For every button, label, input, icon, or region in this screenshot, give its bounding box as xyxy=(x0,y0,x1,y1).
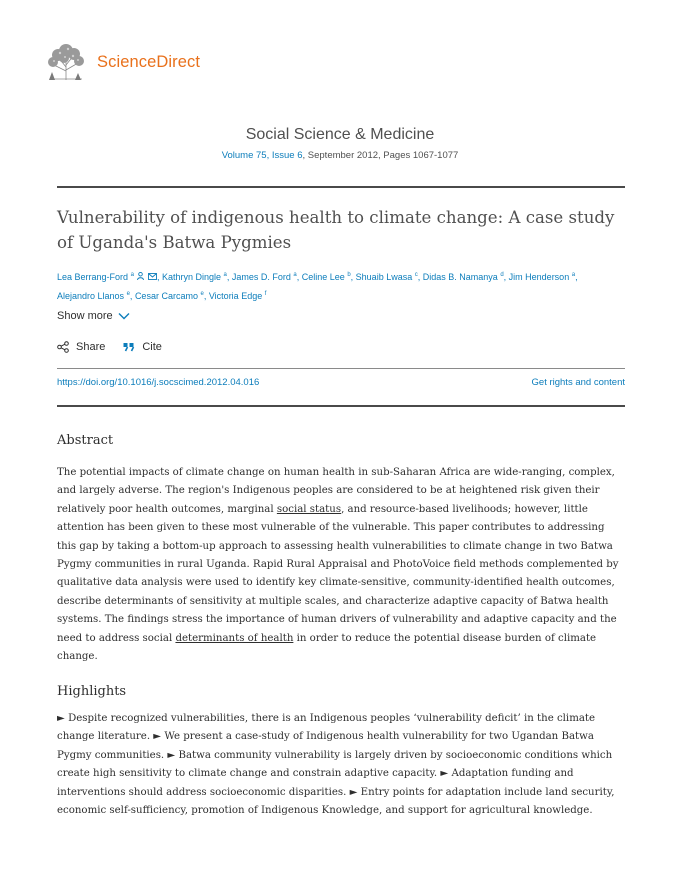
share-icon xyxy=(57,341,69,353)
rights-link[interactable]: Get rights and content xyxy=(531,377,625,388)
abstract-body: The potential impacts of climate change on human health in sub-Saharan Africa are wide-ranging, complex, and largely adverse. The region's Indigenous peoples are considered to be at heightened risk given their relatively poor health outcomes, marginal social status, and resource-based livelihoods; however, little attention has been given to these most vulnerable of the vulnerable. This paper contributes to addressing this gap by taking a bottom-up approach to assessing health vulnerabilities to climate change in two Batwa Pygmy communities in rural Uganda. Rapid Rural Appraisal and PhotoVoice field methods complemented by qualitative data analysis were used to identify key climate-sensitive, community-identified health outcomes, describe determinants of sensitivity at multiple scales, and characterize adaptive capacity of Batwa health systems. The findings stress the importance of human drivers of vulnerability and adaptive capacity and the need to address social determinants of health in order to reduce the potential disease burden of climate change. xyxy=(57,467,619,663)
sciencedirect-logo[interactable] xyxy=(44,43,200,81)
doi-link[interactable]: https://doi.org/10.1016/j.socscimed.2012.04.016 xyxy=(57,377,260,388)
brand-name: ScienceDirect xyxy=(97,52,201,71)
article-actions xyxy=(57,341,180,353)
author-list: Lea Berrang-Ford $^a$ , Kathryn Dingle $^a$, James D. Ford $^a$, Celine Lee $^b$, Shuaib Lwasa $^c$, Didas B. Namanya $^d$, Jim Henderson $^a$, Alejandro Llanos $^e$, Cesar Carcamo $^e$, Victoria Edge $^f$ xyxy=(57,267,625,305)
author-link[interactable]: Shuaib Lwasa $^c$ xyxy=(355,272,418,282)
author-link[interactable]: James D. Ford $^a$ xyxy=(231,272,297,282)
cite-label: Cite xyxy=(142,341,162,353)
article-title: Vulnerability of indigenous health to climate change: A case study of Uganda's Batwa Pygmies xyxy=(57,208,615,252)
author-link[interactable]: Celine Lee $^b$ xyxy=(301,272,351,282)
author-link[interactable]: Kathryn Dingle $^a$ xyxy=(161,272,227,282)
journal-meta xyxy=(0,150,680,161)
doi-divider-top xyxy=(57,368,625,369)
determinants-of-health-link[interactable]: determinants of health xyxy=(175,632,294,644)
doi-divider-bottom xyxy=(57,405,625,407)
author-link[interactable]: Didas B. Namanya $^d$ xyxy=(422,272,504,282)
social-status-link[interactable]: social status xyxy=(276,503,342,515)
author-link[interactable]: Lea Berrang-Ford $^a$ xyxy=(57,272,134,282)
author-link[interactable]: Cesar Carcamo $^e$ xyxy=(134,291,204,302)
chevron-down-icon xyxy=(118,312,130,320)
header-divider xyxy=(57,186,625,188)
envelope-icon[interactable] xyxy=(148,269,157,286)
journal-header xyxy=(0,126,680,161)
journal-date-pages: , September 2012, Pages 1067-1077 xyxy=(302,150,459,161)
elsevier-tree-logo xyxy=(44,43,88,81)
abstract-heading: Abstract xyxy=(57,433,114,448)
person-icon[interactable] xyxy=(137,269,144,286)
volume-issue-link[interactable]: Volume 75, Issue 6 xyxy=(221,150,303,161)
quote-icon xyxy=(123,342,135,352)
share-button[interactable] xyxy=(57,341,105,353)
highlights-heading: Highlights xyxy=(57,684,127,699)
show-more-label: Show more xyxy=(57,310,113,322)
journal-title-link[interactable]: Social Science & Medicine xyxy=(245,126,435,143)
author-link[interactable]: Victoria Edge $^f$ xyxy=(208,291,267,302)
show-more-button[interactable] xyxy=(57,310,130,322)
author-link[interactable]: Jim Henderson $^a$ xyxy=(508,272,576,282)
author-link[interactable]: Alejandro Llanos $^e$ xyxy=(57,291,130,302)
share-label: Share xyxy=(76,341,106,353)
cite-button[interactable] xyxy=(123,341,162,353)
highlights-body: ► Despite recognized vulnerabilities, there is an Indigenous peoples ‘vulnerability deficit’ in the climate change literature. ► We present a case-study of Indigenous health vulnerability for two Ugandan Batwa Pygmy communities. ► Batwa community vulnerability is largely driven by socioeconomic conditions which create high sensitivity to climate change and constrain adaptive capacity. ► Adaptation funding and interventions should address socioeconomic disparities. ► Entry points for adaptation include land security, economic self-sufficiency, promotion of Indigenous Knowledge, and support for agricultural knowledge. xyxy=(57,713,615,817)
